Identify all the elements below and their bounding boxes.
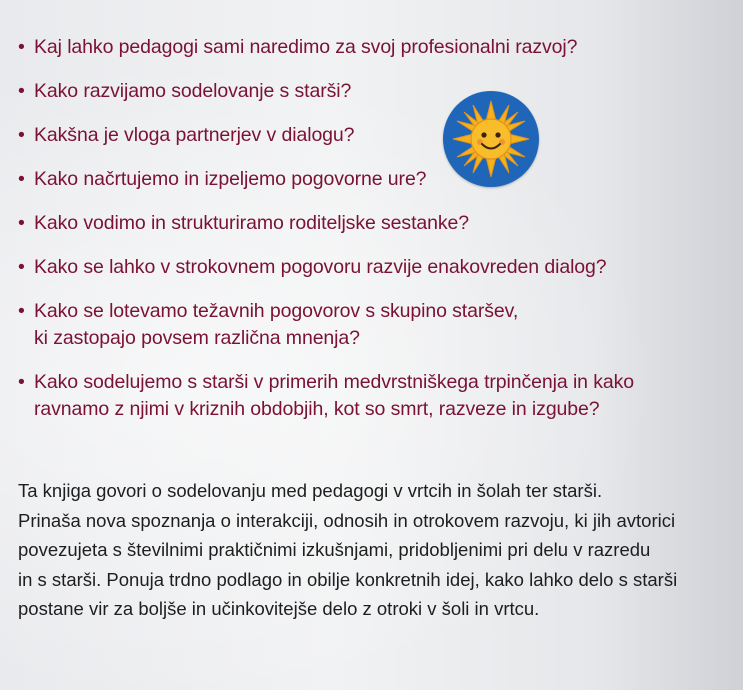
question-item-5 [18, 210, 658, 237]
question-item-7 [18, 298, 658, 352]
bullet-dot: • [18, 124, 25, 146]
bullet-dot: • [18, 212, 25, 234]
question-line: Kako načrtujemo in izpeljemo pogovorne ure? [34, 168, 427, 190]
bullet-dot: • [18, 168, 25, 190]
smiling-sun-icon [443, 91, 539, 187]
bullet-dot: • [18, 256, 25, 278]
description-line: povezujeta s številnimi praktičnimi izkušnjami, pridobljenimi pri delu v razredu [18, 539, 651, 560]
bullet-dot: • [18, 80, 25, 102]
question-line: Kako se lahko v strokovnem pogovoru razvije enakovreden dialog? [34, 256, 607, 278]
bullet-dot: • [18, 36, 25, 58]
question-line: Kakšna je vloga partnerjev v dialogu? [34, 124, 355, 146]
question-item-6 [18, 254, 658, 281]
question-line: Kako sodelujemo s starši v primerih medvrstniškega trpinčenja in kako [34, 371, 635, 393]
question-list [18, 34, 658, 440]
question-item-1 [18, 34, 658, 61]
question-line: Kaj lahko pedagogi sami naredimo za svoj profesionalni razvoj? [34, 36, 578, 58]
question-item-3 [18, 122, 658, 149]
question-line: Kako razvijamo sodelovanje s starši? [34, 80, 352, 102]
description-line: Ta knjiga govori o sodelovanju med pedagogi v vrtcih in šolah ter starši. [18, 480, 603, 501]
question-line: ravnamo z njimi v kriznih obdobjih, kot so smrt, razveze in izgube? [34, 398, 600, 420]
description-line: in s starši. Ponuja trdno podlago in obilje konkretnih idej, kako lahko delo s starši [18, 568, 678, 590]
question-line: ki zastopajo povsem različna mnenja? [34, 327, 360, 349]
question-item-4 [18, 166, 658, 193]
question-line: Kako vodimo in strukturiramo roditeljske sestanke? [34, 212, 470, 234]
bullet-dot: • [18, 371, 25, 393]
bullet-dot: • [18, 300, 25, 322]
sun-badge [443, 91, 539, 187]
question-item-2 [18, 78, 658, 105]
description-line: postane vir za boljše in učinkovitejše delo z otroki v šoli in vrtcu. [18, 598, 540, 619]
question-item-8 [18, 369, 658, 423]
description-line: Prinaša nova spoznanja o interakciji, odnosih in otrokovem razvoju, ki jih avtorici [18, 509, 676, 531]
book-description [18, 476, 718, 624]
question-line: Kako se lotevamo težavnih pogovorov s skupino staršev, [34, 300, 519, 322]
